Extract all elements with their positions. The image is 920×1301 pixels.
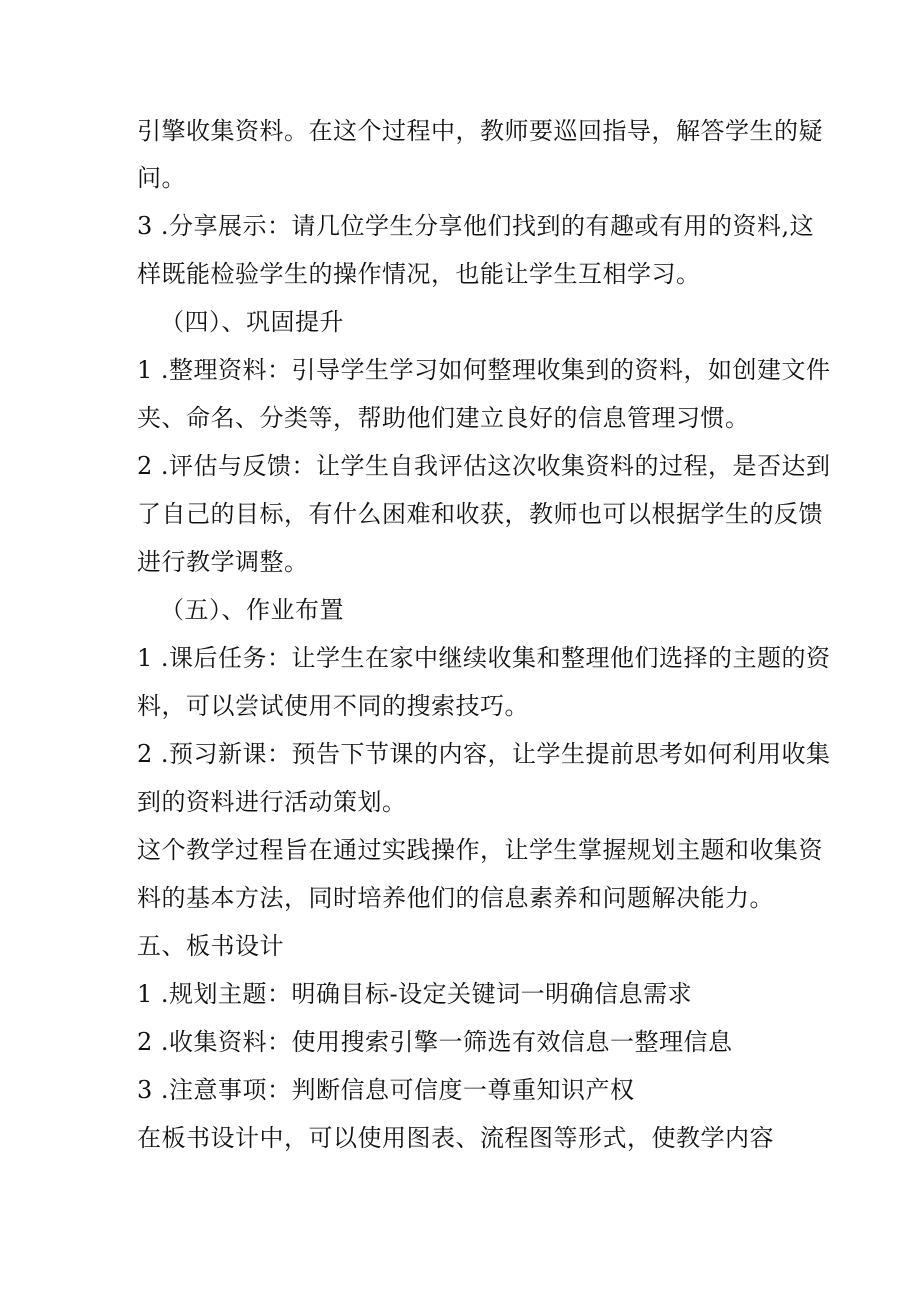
- text-line: 1 .整理资料：引导学生学习如何整理收集到的资料，如创建文件: [137, 356, 831, 384]
- text-line: 2 .预习新课：预告下节课的内容，让学生提前思考如何利用收集: [137, 740, 831, 768]
- text-line: 3 .分享展示：请几位学生分享他们找到的有趣或有用的资料,这: [137, 212, 815, 240]
- text-line: 样既能检验学生的操作情况，也能让学生互相学习。: [137, 260, 701, 288]
- text-line: 2 .收集资料：使用搜索引擎一筛选有效信息一整理信息: [137, 1028, 733, 1056]
- text-line: 1 .规划主题：明确目标-设定关键词一明确信息需求: [137, 980, 693, 1008]
- text-line: 2 .评估与反馈：让学生自我评估这次收集资料的过程，是否达到: [137, 452, 831, 480]
- section-heading: （五）、作业布置: [160, 596, 344, 624]
- text-line: 引擎收集资料。在这个过程中，教师要巡回指导，解答学生的疑: [137, 117, 823, 145]
- text-line: 3 .注意事项：判断信息可信度一尊重知识产权: [137, 1076, 635, 1104]
- section-heading: （四）、巩固提升: [160, 308, 344, 336]
- text-line: 到的资料进行活动策划。: [137, 788, 407, 816]
- text-line: 1 .课后任务：让学生在家中继续收集和整理他们选择的主题的资: [137, 644, 831, 672]
- section-heading: 五、板书设计: [137, 932, 284, 960]
- text-line: 进行教学调整。: [137, 548, 309, 576]
- text-line: 了自己的目标，有什么困难和收获，教师也可以根据学生的反馈: [137, 500, 823, 528]
- text-line: 在板书设计中，可以使用图表、流程图等形式，使教学内容: [137, 1124, 774, 1152]
- text-line: 问。: [137, 164, 186, 192]
- text-line: 料，可以尝试使用不同的搜索技巧。: [137, 692, 529, 720]
- text-line: 料的基本方法，同时培养他们的信息素养和问题解决能力。: [137, 884, 774, 912]
- text-line: 这个教学过程旨在通过实践操作，让学生掌握规划主题和收集资: [137, 836, 823, 864]
- text-line: 夹、命名、分类等，帮助他们建立良好的信息管理习惯。: [137, 404, 750, 432]
